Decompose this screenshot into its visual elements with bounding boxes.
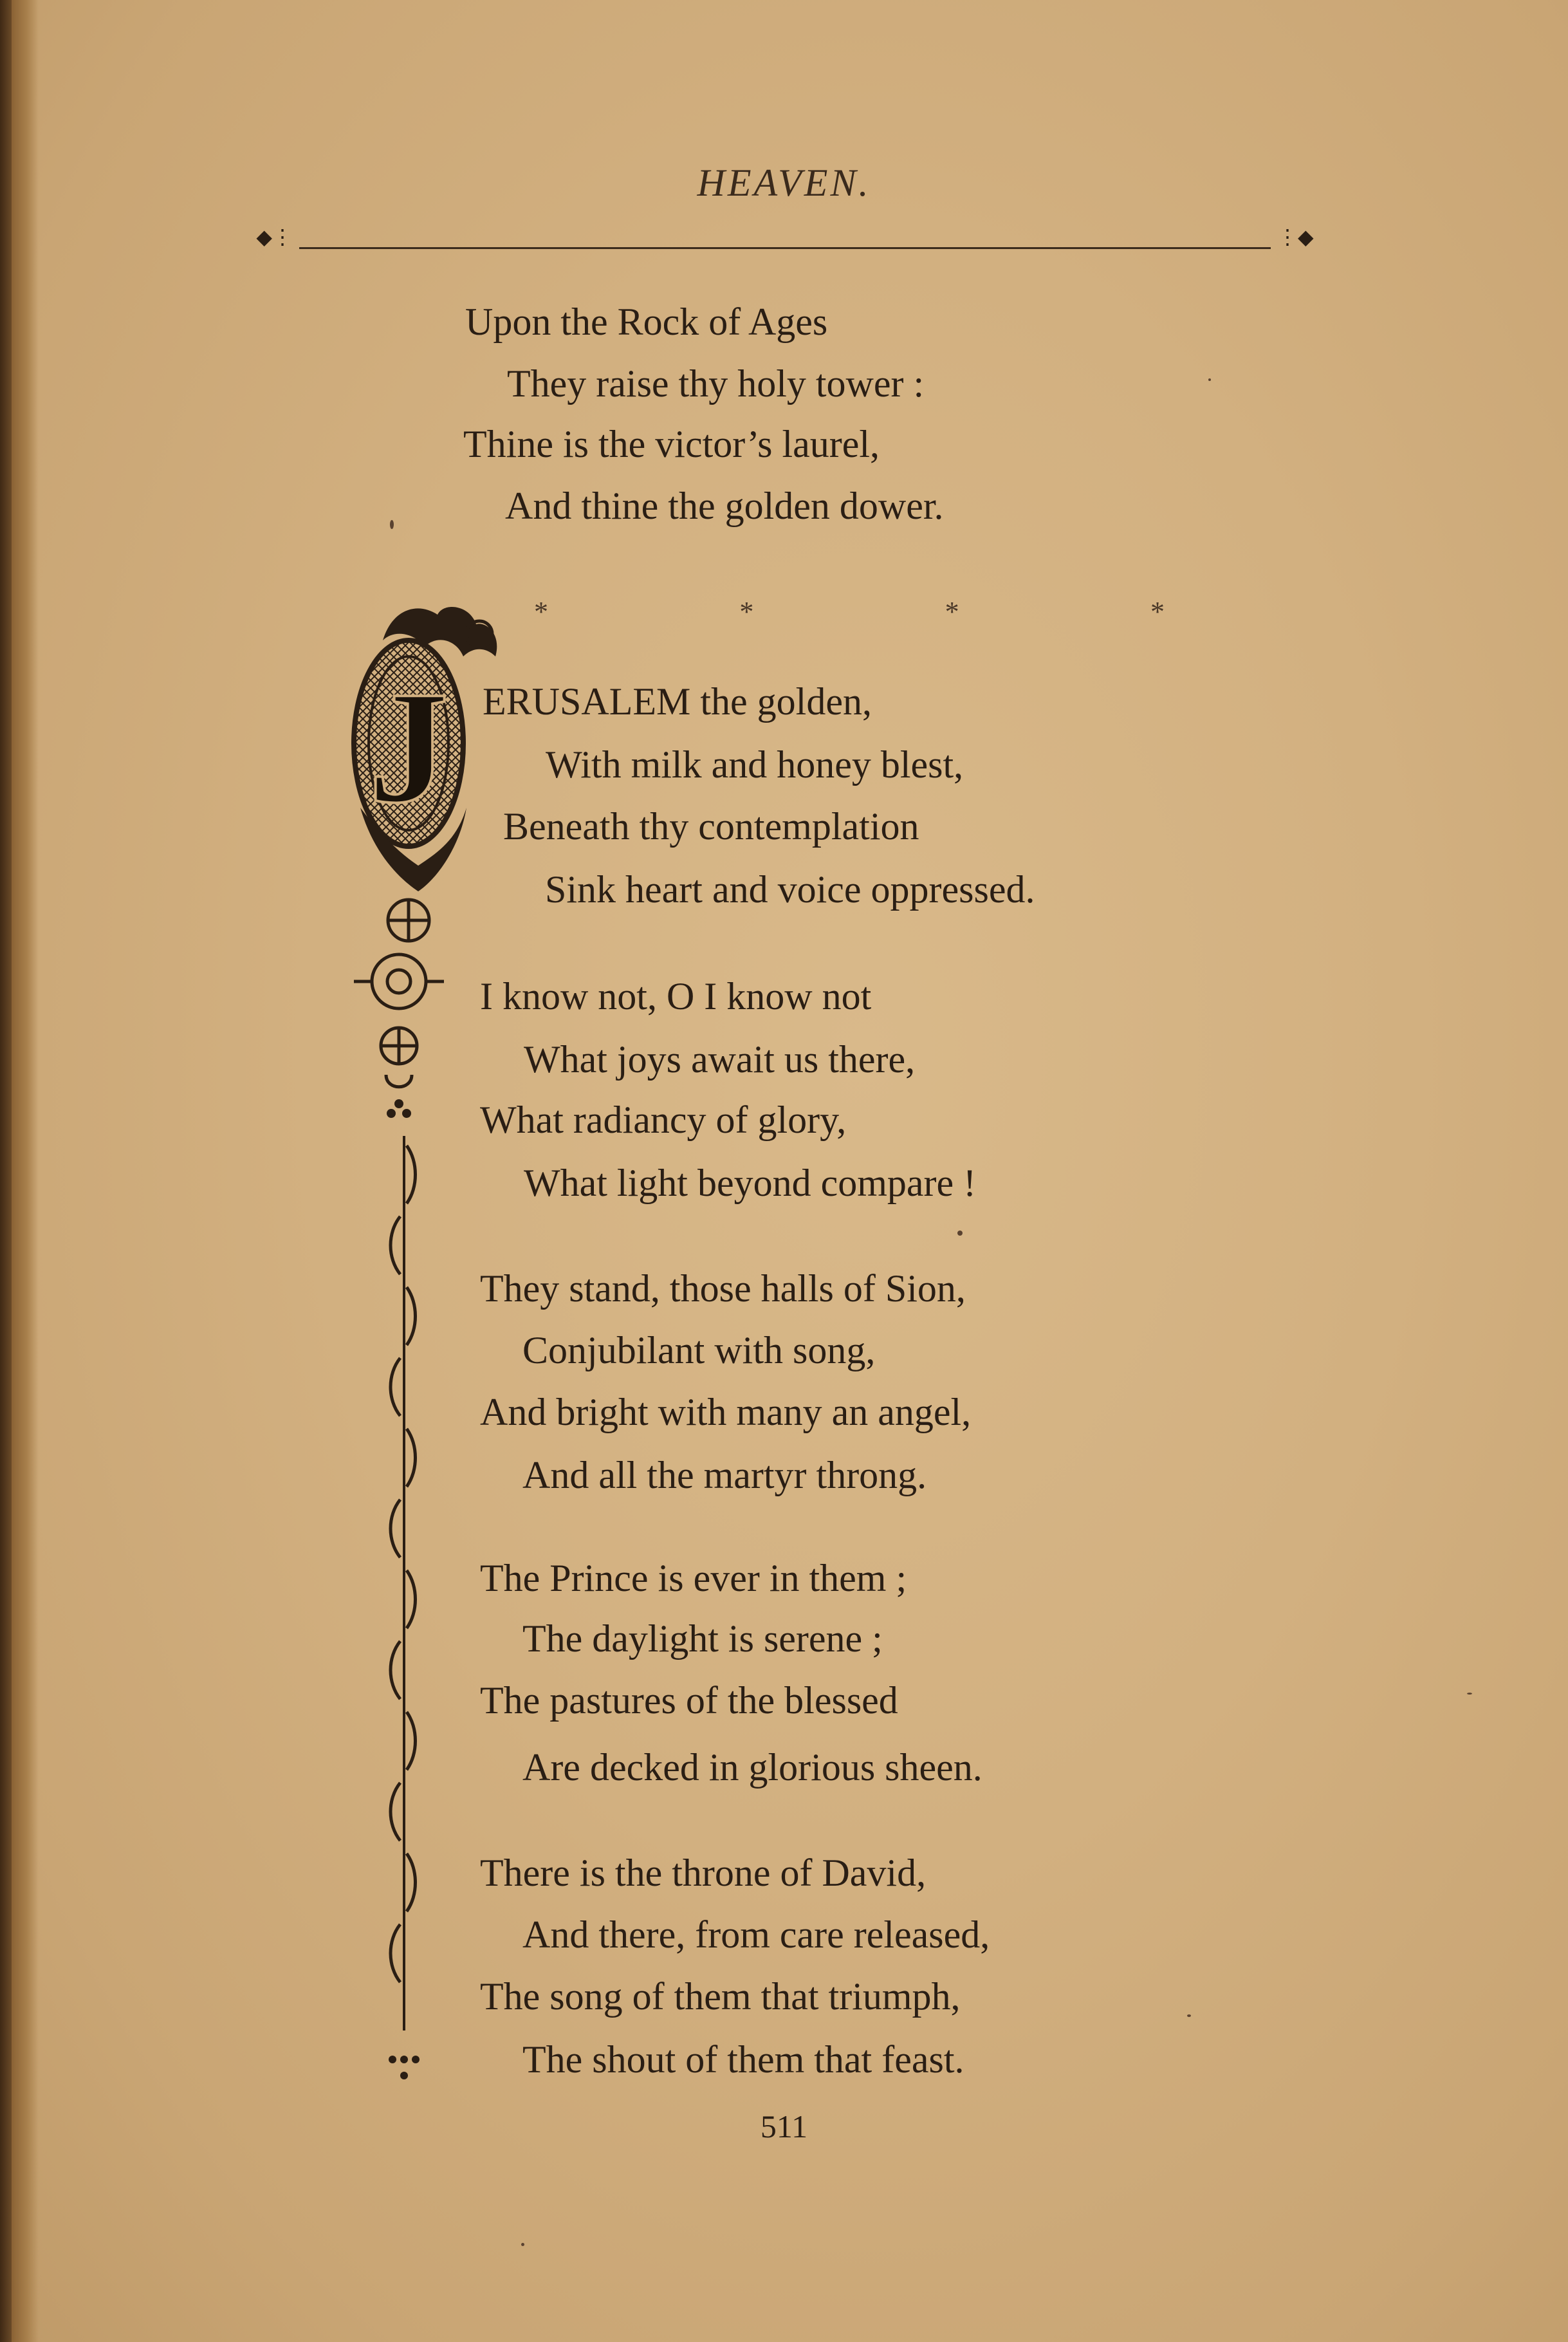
poem-line: The song of them that triumph, (480, 1975, 961, 2018)
paper-speck (521, 2243, 524, 2246)
poem-line: And all the martyr throng. (522, 1454, 927, 1496)
asterism-star: * (739, 596, 754, 627)
poem-line: ERUSALEM the golden, (483, 680, 872, 723)
asterism-star: * (534, 596, 548, 627)
poem-line: With milk and honey blest, (546, 743, 964, 786)
page-number: 511 (760, 2108, 808, 2144)
poem-line: What joys await us there, (524, 1038, 916, 1081)
ornamental-drop-cap (347, 595, 515, 2088)
running-head: HEAVEN. (697, 162, 871, 204)
poem-line: I know not, O I know not (480, 975, 872, 1018)
rule-ornament-left: ◆⋮ (256, 225, 293, 248)
drop-cap-letter: J (368, 658, 449, 837)
poem-line: And there, from care released, (522, 1913, 990, 1956)
poem-line: Upon the Rock of Ages (465, 301, 828, 343)
header-rule (254, 225, 1316, 264)
poem-line: The Prince is ever in them ; (480, 1557, 907, 1599)
poem-line: What radiancy of glory, (480, 1099, 847, 1141)
paper-speck (390, 520, 394, 529)
poem-line: And bright with many an angel, (480, 1391, 972, 1433)
paper-speck (1208, 378, 1211, 381)
asterism-star: * (1150, 596, 1165, 627)
poem-line: The pastures of the blessed (480, 1679, 898, 1722)
asterism-star: * (945, 596, 959, 627)
poem-line: What light beyond compare ! (524, 1162, 977, 1204)
rule-ornament-right: ⋮◆ (1277, 225, 1314, 248)
poem-line: Sink heart and voice oppressed. (545, 868, 1035, 911)
poem-line: Beneath thy contemplation (503, 805, 919, 848)
poem-line: The shout of them that feast. (522, 2038, 964, 2081)
poem-line: The daylight is serene ; (522, 1617, 883, 1660)
poem-line: They raise thy holy tower : (507, 362, 925, 405)
paper-speck (1187, 2014, 1191, 2017)
paper-speck (957, 1231, 963, 1236)
poem-line: There is the throne of David, (480, 1852, 927, 1894)
paper-speck (1467, 1693, 1472, 1695)
rule-line (299, 247, 1271, 249)
poem-line: They stand, those halls of Sion, (480, 1267, 966, 1310)
poem-line: Are decked in glorious sheen. (522, 1746, 982, 1789)
poem-line: Thine is the victor’s laurel, (463, 423, 880, 465)
book-spine-edge (0, 0, 12, 2342)
poem-line: Conjubilant with song, (522, 1329, 876, 1371)
poem-line: And thine the golden dower. (505, 485, 944, 527)
stanza-break (534, 595, 1165, 628)
